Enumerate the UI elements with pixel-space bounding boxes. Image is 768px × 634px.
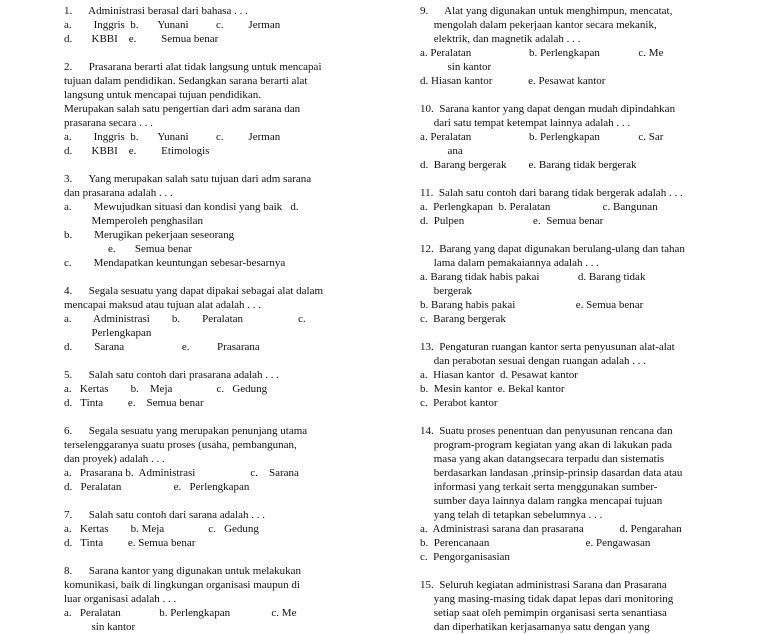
question-1: [64, 4, 376, 46]
question-line: yang masing-masing tidak dapat lepas dari monitoring: [420, 593, 674, 605]
question-line: 7. Salah satu contoh dari sarana adalah . . .: [64, 509, 265, 521]
question-line: setiap saat oleh pemimpin organisasi serta senantiasa: [420, 607, 667, 619]
option-line: Memperoleh penghasilan: [64, 215, 203, 227]
question-line: dan proyek) adalah . . .: [64, 453, 165, 465]
option-line: c. Mendapatkan keuntungan sebesar-besarnya: [64, 257, 286, 269]
option-line: sin kantor: [64, 621, 136, 633]
option-line: d. Sarana e. Prasarana: [64, 341, 260, 353]
question-10: [420, 102, 760, 172]
option-line: b. Perencanaan e. Pengawasan: [420, 537, 651, 549]
question-line: 5. Salah satu contoh dari prasarana adalah . . .: [64, 369, 280, 381]
option-line: d. KBBI e. Etimologis: [64, 145, 210, 157]
question-15: [420, 578, 760, 634]
question-14: [420, 424, 760, 564]
question-13: [420, 340, 760, 410]
question-line: dan perabotan sesuai dengan ruangan adalah . . .: [420, 355, 647, 367]
option-line: d. Tinta e. Semua benar: [64, 397, 204, 409]
question-line: 9. Alat yang digunakan untuk menghimpun, mencatat,: [420, 5, 673, 17]
question-line: dari satu tempat ketempat lainnya adalah . . .: [420, 117, 631, 129]
question-line: 11. Salah satu contoh dari barang tidak bergerak adalah . . .: [420, 187, 683, 199]
option-line: d. Barang bergerak e. Barang tidak bergerak: [420, 159, 637, 171]
option-line: d. Hiasan kantor e. Pesawat kantor: [420, 75, 606, 87]
question-line: 4. Segala sesuatu yang dapat dipakai sebagai alat dalam: [64, 285, 324, 297]
question-line: 2. Prasarana berarti alat tidak langsung untuk mencapai: [64, 61, 322, 73]
question-line: mencapai maksud atau tujuan alat adalah . . .: [64, 299, 262, 311]
question-2: [64, 60, 376, 158]
option-line: a. Barang tidak habis pakai d. Barang tidak: [420, 271, 646, 283]
option-line: d. KBBI e. Semua benar: [64, 33, 219, 45]
left-column: [64, 4, 376, 634]
question-line: luar organisasi adalah . . .: [64, 593, 177, 605]
question-line: 3. Yang merupakan salah satu tujuan dari adm sarana: [64, 173, 312, 185]
question-line: 6. Segala sesuatu yang merupakan penunjang utama: [64, 425, 308, 437]
question-line: lama dalam pemakaiannya adalah . . .: [420, 257, 599, 269]
option-line: Perlengkapan: [64, 327, 152, 339]
question-line: 13. Pengaturan ruangan kantor serta penyusunan alat-alat: [420, 341, 675, 353]
question-12: [420, 242, 760, 326]
question-11: [420, 186, 760, 228]
question-line: komunikasi, baik di lingkungan organisasi maupun di: [64, 579, 300, 591]
question-line: sumber daya lainnya dalam rangka mencapai tujuan: [420, 495, 663, 507]
question-line: mengolah dalam pekerjaan kantor secara mekanik,: [420, 19, 657, 31]
question-line: dan diperhatikan kerjasamanya satu dengan yang: [420, 621, 650, 633]
option-line: d. Peralatan e. Perlengkapan: [64, 481, 250, 493]
option-line: a. Administrasi sarana dan prasarana d. Pengarahan: [420, 523, 682, 535]
option-line: bergerak: [420, 285, 473, 297]
question-line: langsung untuk mencapai tujuan pendidikan.: [64, 89, 262, 101]
question-line: dan prasarana adalah . . .: [64, 187, 173, 199]
option-line: d. Pulpen e. Semua benar: [420, 215, 604, 227]
right-column: [420, 4, 760, 634]
option-line: a. Kertas b. Meja c. Gedung: [64, 383, 268, 395]
question-line: masa yang akan datangsecara terpadu dan sistematis: [420, 453, 665, 465]
question-line: 1. Administrasi berasal dari bahasa . . .: [64, 5, 248, 17]
question-line: terselenggaranya suatu proses (usaha, pembangunan,: [64, 439, 297, 451]
question-line: 8. Sarana kantor yang digunakan untuk melakukan: [64, 565, 302, 577]
question-6: [64, 424, 376, 494]
question-line: 14. Suatu proses penentuan dan penyusunan rencana dan: [420, 425, 673, 437]
option-line: a. Perlengkapan b. Peralatan c. Bangunan: [420, 201, 658, 213]
option-line: c. Pengorganisasian: [420, 551, 510, 563]
option-line: a. Administrasi b. Peralatan c.: [64, 313, 306, 325]
question-8: [64, 564, 376, 634]
question-5: [64, 368, 376, 410]
question-line: prasarana secara . . .: [64, 117, 153, 129]
option-line: a. Prasarana b. Administrasi c. Sarana: [64, 467, 299, 479]
option-line: a. Peralatan b. Perlengkapan c. Me: [64, 607, 297, 619]
option-line: sin kantor: [420, 61, 492, 73]
question-line: berdasarkan landasan ,prinsip-prinsip dasardan data atau: [420, 467, 683, 479]
question-line: yang telah di tetapkan sebelumnya . . .: [420, 509, 603, 521]
option-line: d. Tinta e. Semua benar: [64, 537, 196, 549]
question-line: program-program kegiatan yang akan di lakukan pada: [420, 439, 672, 451]
question-line: informasi yang terkait serta menggunakan sumber-: [420, 481, 658, 493]
question-line: tujuan dalam pendidikan. Sedangkan sarana berarti alat: [64, 75, 308, 87]
option-line: b. Barang habis pakai e. Semua benar: [420, 299, 644, 311]
question-line: 12. Barang yang dapat digunakan berulang-ulang dan tahan: [420, 243, 685, 255]
option-line: a. Inggris b. Yunani c. Jerman: [64, 131, 281, 143]
question-3: [64, 172, 376, 270]
option-line: a. Hiasan kantor d. Pesawat kantor: [420, 369, 578, 381]
option-line: b. Merugikan pekerjaan seseorang: [64, 229, 235, 241]
question-line: 15. Seluruh kegiatan administrasi Sarana dan Prasarana: [420, 579, 667, 591]
option-line: a. Inggris b. Yunani c. Jerman: [64, 19, 281, 31]
option-line: a. Mewujudkan situasi dan kondisi yang baik d.: [64, 201, 299, 213]
option-line: a. Peralatan b. Perlengkapan c. Sar: [420, 131, 664, 143]
question-4: [64, 284, 376, 354]
question-7: [64, 508, 376, 550]
question-line: 10. Sarana kantor yang dapat dengan mudah dipindahkan: [420, 103, 676, 115]
option-line: a. Kertas b. Meja c. Gedung: [64, 523, 259, 535]
option-line: c. Perabot kantor: [420, 397, 498, 409]
question-line: Merupakan salah satu pengertian dari adm sarana dan: [64, 103, 301, 115]
question-9: [420, 4, 760, 88]
option-line: ana: [420, 145, 463, 157]
option-line: e. Semua benar: [64, 243, 192, 255]
question-line: elektrik, dan magnetik adalah . . .: [420, 33, 581, 45]
option-line: c. Barang bergerak: [420, 313, 506, 325]
option-line: a. Peralatan b. Perlengkapan c. Me: [420, 47, 664, 59]
option-line: b. Mesin kantor e. Bekal kantor: [420, 383, 565, 395]
